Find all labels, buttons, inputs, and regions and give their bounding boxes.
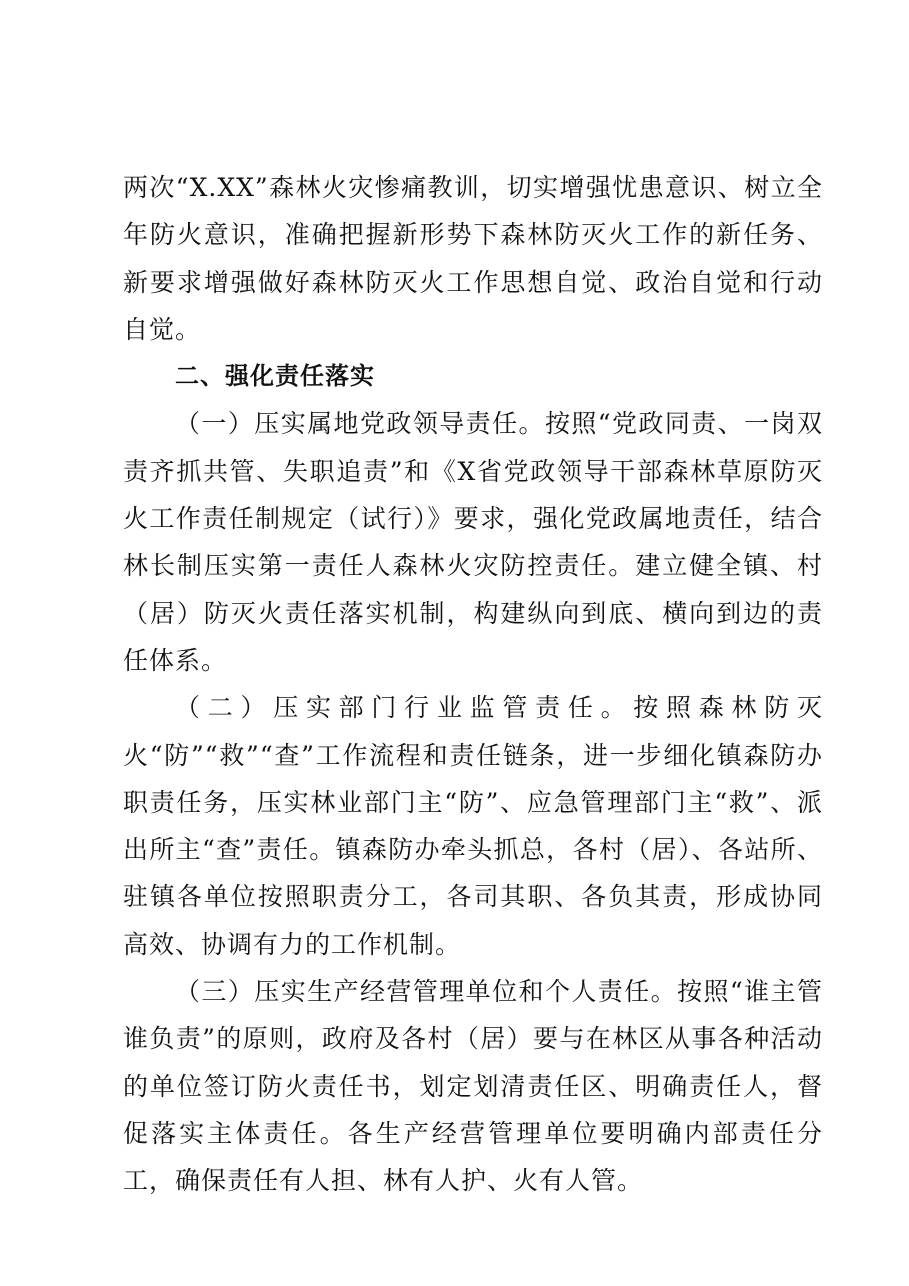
paragraph-party-leadership-responsibility: （一）压实属地党政领导责任。按照“党政同责、一岗双责齐抓共管、失职追责”和《X省党政领导干部森林草原防灭火工作责任制规定（试行）》要求，强化党政属地责任，结合林长制压实第一责任人森林火灾防控责任。建立健全镇、村（居）防灭火责任落实机制，构建纵向到底、横向到边的责任体系。 bbox=[123, 409, 823, 675]
document-body bbox=[123, 164, 823, 1205]
section-heading-responsibility: 二、强化责任落实 bbox=[175, 362, 375, 391]
paragraph-production-unit-responsibility: （三）压实生产经营管理单位和个人责任。按照“谁主管谁负责”的原则，政府及各村（居）要与在林区从事各种活动的单位签订防火责任书，划定划清责任区、明确责任人，督促落实主体责任。各生产经营管理单位要明确内部责任分工，确保责任有人担、林有人护、火有人管。 bbox=[123, 977, 823, 1196]
paragraph-continuation: 两次“X.XX”森林火灾惨痛教训，切实增强忧患意识、树立全年防火意识，准确把握新形势下森林防灭火工作的新任务、新要求增强做好森林防灭火工作思想自觉、政治自觉和行动自觉。 bbox=[123, 173, 823, 344]
paragraph-department-supervision-responsibility: （二）压实部门行业监管责任。按照森林防灭火“防”“救”“查”工作流程和责任链条，进一步细化镇森防办职责任务，压实林业部门主“防”、应急管理部门主“救”、派出所主“查”责任。镇森防办牵头抓总，各村（居）、各站所、驻镇各单位按照职责分工，各司其职、各负其责，形成协同高效、协调有力的工作机制。 bbox=[123, 693, 823, 959]
